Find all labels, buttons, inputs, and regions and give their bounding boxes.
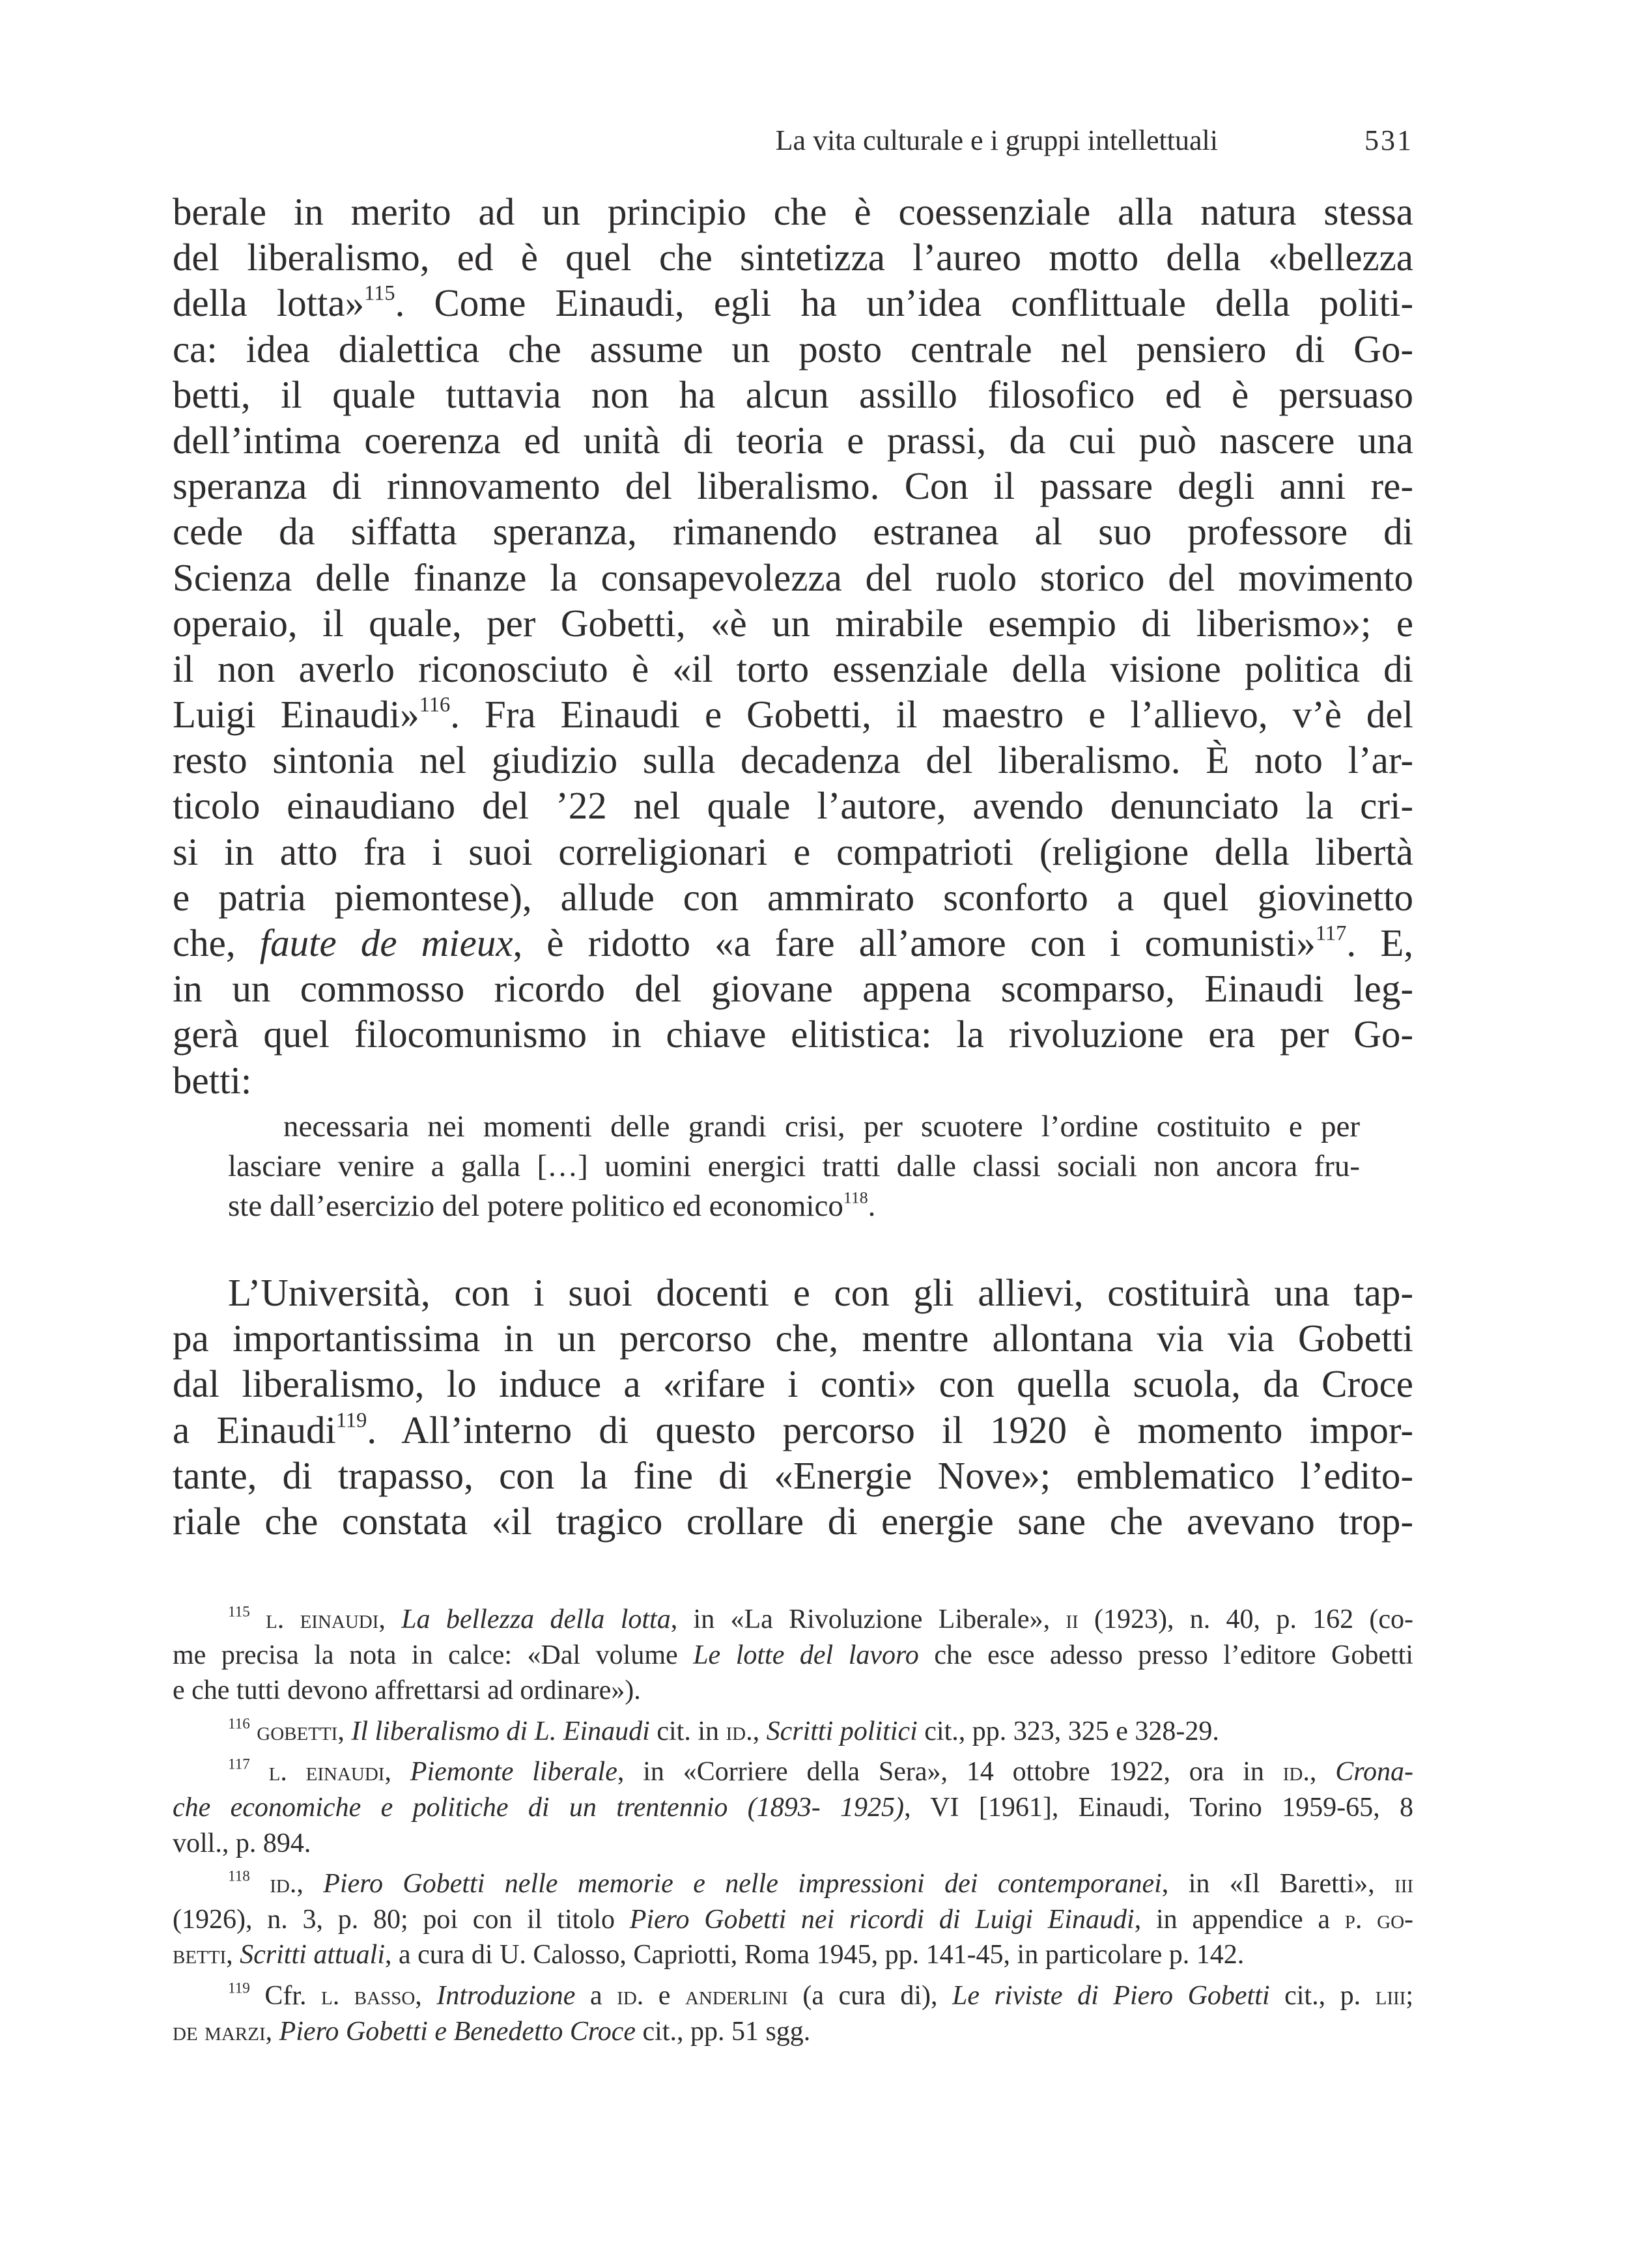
text-line: pa importantissima in un percorso che, mentre allontana via via Gobetti <box>173 1317 1413 1360</box>
quote-line: ste dall’esercizio del potere politico ed economico$^{118}$. <box>228 1188 876 1223</box>
footnote-number: 119 <box>228 1979 250 1996</box>
main-paragraph-1 <box>173 189 1413 1103</box>
text-line: cede da siffatta speranza, rimanendo estranea al suo professore di <box>173 510 1413 553</box>
footnote-118: $^{118}$ id., Piero Gobetti nelle memorie e nelle impressioni dei contemporanei, in «Il Baretti», iii <box>228 1867 1414 1899</box>
text-line: gerà quel filocomunismo in chiave elitistica: la rivoluzione era per Go- <box>173 1013 1413 1056</box>
footnote-line: (1926), n. 3, p. 80; poi con il titolo Piero Gobetti nei ricordi di Luigi Einaudi, in appendice a p. go- <box>173 1904 1413 1935</box>
footnotes <box>173 1602 1413 2049</box>
footnote-number: 115 <box>228 1603 250 1620</box>
footnote-line: de marzi, Piero Gobetti e Benedetto Croce cit., pp. 51 sgg. <box>173 2016 811 2047</box>
text-line: tante, di trapasso, con la fine di «Energie Nove»; emblematico l’edito- <box>173 1453 1413 1497</box>
text-line: si in atto fra i suoi correligionari e compatrioti (religione della libertà <box>173 830 1413 873</box>
text-line: e patria piemontese), allude con ammirato sconforto a quel giovinetto <box>173 875 1413 919</box>
footnote-ref-119[interactable]: 119 <box>335 1408 367 1433</box>
text-line: Scienza delle finanze la consapevolezza del ruolo storico del movimento <box>173 555 1413 599</box>
text-line: dal liberalismo, lo induce a «rifare i conti» con quella scuola, da Croce <box>173 1362 1413 1406</box>
footnote-ref-117[interactable]: 117 <box>1315 921 1347 945</box>
text-line: il non averlo riconosciuto è «il torto essenziale della visione politica di <box>173 647 1413 690</box>
text-line: della lotta»$^{115}$. Come Einaudi, egli ha un’idea conflittuale della politi- <box>173 281 1413 325</box>
text-line: operaio, il quale, per Gobetti, «è un mirabile esempio di liberismo»; e <box>173 601 1413 645</box>
text-line: in un commosso ricordo del giovane appena scomparso, Einaudi leg- <box>173 967 1413 1011</box>
footnote-number: 117 <box>228 1756 250 1773</box>
footnote-119: $^{119}$ Cfr. l. basso, Introduzione a id. e anderlini (a cura di), Le riviste di Piero Gobetti cit., p. liii; <box>228 1979 1414 2011</box>
text-line: betti, il quale tuttavia non ha alcun assillo filosofico ed è persuaso <box>173 372 1413 416</box>
footnote-line: voll., p. 894. <box>173 1828 311 1858</box>
text-line: riale che constata «il tragico crollare di energie sane che avevano trop- <box>173 1499 1413 1543</box>
text-line: L’Università, con i suoi docenti e con gli allievi, costituirà una tap- <box>228 1271 1413 1314</box>
running-header <box>173 124 1413 169</box>
footnote-117: $^{117}$ l. einaudi, Piemonte liberale, in «Corriere della Sera», 14 ottobre 1922, ora in id., Crona- <box>228 1756 1413 1787</box>
text-line: speranza di rinnovamento del liberalismo. Con il passare degli anni re- <box>173 464 1413 508</box>
text-line: del liberalismo, ed è quel che sintetizza l’aureo motto della «bellezza <box>173 236 1413 279</box>
main-paragraph-2 <box>173 1270 1413 1544</box>
quote-line: necessaria nei momenti delle grandi crisi, per scuotere l’ordine costituito e per <box>283 1110 1360 1143</box>
footnote-ref-115[interactable]: 115 <box>364 282 395 306</box>
footnote-line: me precisa la nota in calce: «Dal volume Le lotte del lavoro che esce adesso presso l’editore Gobetti <box>173 1640 1413 1670</box>
page-number: 531 <box>1364 124 1413 156</box>
running-title: La vita culturale e i gruppi intellettuali <box>775 124 1218 156</box>
block-quote <box>228 1107 1360 1226</box>
text-line: dell’intima coerenza ed unità di teoria e prassi, da cui può nascere una <box>173 418 1413 462</box>
text-line: Luigi Einaudi»$^{116}$. Fra Einaudi e Gobetti, il maestro e l’allievo, v’è del <box>173 693 1413 736</box>
text-line: berale in merito ad un principio che è coessenziale alla natura stessa <box>173 190 1413 233</box>
footnote-number: 116 <box>228 1715 250 1732</box>
footnote-116: $^{116}$ gobetti, Il liberalismo di L. Einaudi cit. in id., Scritti politici cit., pp. 323, 325 e 328-29. <box>228 1715 1219 1746</box>
text-line: betti: <box>173 1058 252 1102</box>
footnote-line: che economiche e politiche di un trentennio (1893- 1925), VI [1961], Einaudi, Torino 1959-65, 8 <box>173 1792 1414 1823</box>
text-line: resto sintonia nel giudizio sulla decadenza del liberalismo. È noto l’ar- <box>173 738 1413 782</box>
footnote-115: $^{115}$ l. einaudi, La bellezza della lotta, in «La Rivoluzione Liberale», ii (1923), n. 40, p. 162 (co- <box>228 1603 1414 1634</box>
text-line: ca: idea dialettica che assume un posto centrale nel pensiero di Go- <box>173 327 1413 371</box>
footnote-number: 118 <box>228 1867 250 1884</box>
quote-line: lasciare venire a galla […] uomini energici tratti dalle classi sociali non ancora fru- <box>228 1149 1360 1183</box>
footnote-line: e che tutti devono affrettarsi ad ordinare»). <box>173 1675 641 1706</box>
text-line: a Einaudi$^{119}$. All’interno di questo percorso il 1920 è momento impor- <box>173 1408 1413 1451</box>
footnote-ref-118[interactable]: 118 <box>843 1188 868 1207</box>
footnote-ref-116[interactable]: 116 <box>419 693 451 717</box>
footnote-line: betti, Scritti attuali, a cura di U. Calosso, Capriotti, Roma 1945, pp. 141-45, in particolare p. 142. <box>173 1940 1245 1970</box>
text-line: ticolo einaudiano del ’22 nel quale l’autore, avendo denunciato la cri- <box>173 784 1413 828</box>
text-line: che, faute de mieux, è ridotto «a fare all’amore con i comunisti»$^{117}$. E, <box>173 921 1413 964</box>
